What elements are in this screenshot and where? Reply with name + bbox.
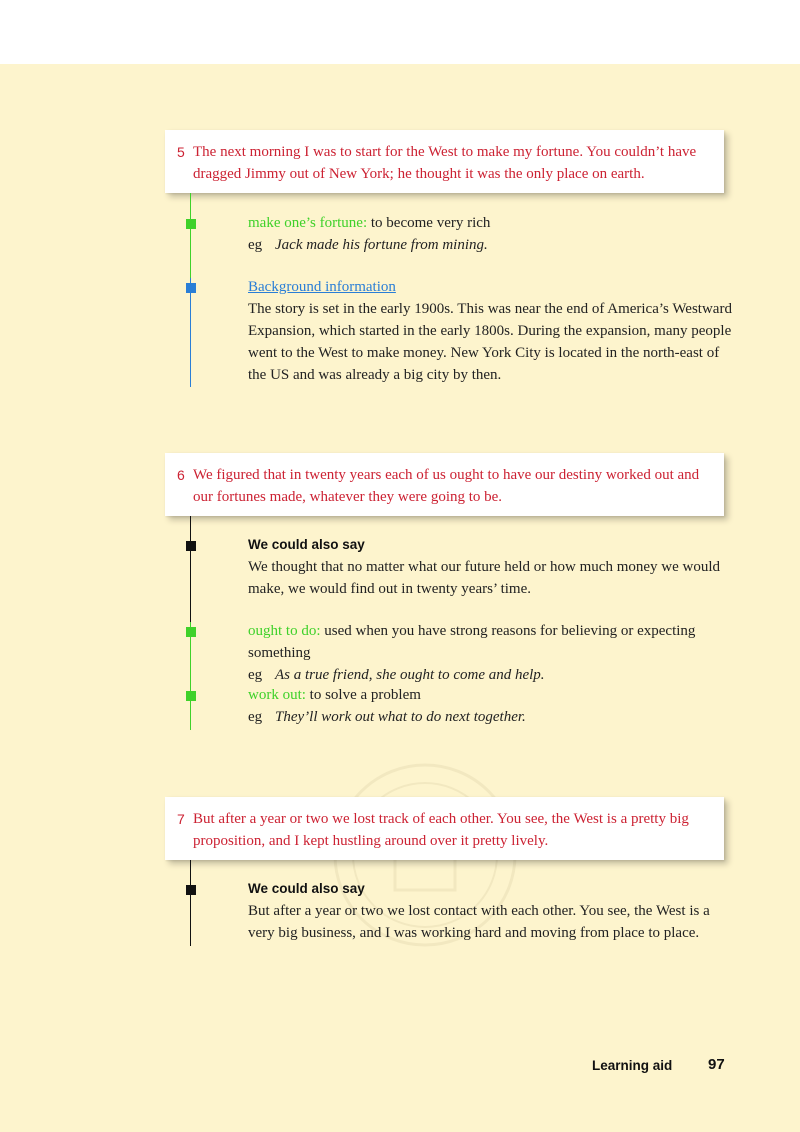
quote-number: 7 xyxy=(177,811,185,827)
background-title: Background information xyxy=(248,279,396,295)
quote-text: The next morning I was to start for the West to make my fortune. You couldn’t have dragged Jimmy out of New York; he thought it was the only place on earth. xyxy=(193,144,697,182)
note-line-blue xyxy=(190,278,191,387)
paraphrase-title: We could also say xyxy=(248,881,365,896)
paraphrase-note xyxy=(248,878,733,944)
page-number: 97 xyxy=(708,1056,725,1073)
note-line-green xyxy=(190,193,191,278)
background-body: The story is set in the early 1900s. This was near the end of America’s Westward Expansion, which started in the early 1800s. During the expansion, many people went to the West to make money. New York City is located in the north-east of the US and was already a big city by then. xyxy=(248,301,732,383)
example-label: eg xyxy=(248,667,263,683)
quote-number: 5 xyxy=(177,144,185,160)
vocabulary-definition: to become very rich xyxy=(367,215,491,231)
quote-text: But after a year or two we lost track of each other. You see, the West is a pretty big proposition, and I kept hustling around over it pretty lively. xyxy=(193,811,689,849)
note-line-green xyxy=(190,622,191,730)
quote-box-7 xyxy=(165,797,724,860)
background-marker xyxy=(186,283,196,293)
quote-box-6 xyxy=(165,453,724,516)
paraphrase-note xyxy=(248,534,733,600)
vocabulary-marker xyxy=(186,627,196,637)
paraphrase-marker xyxy=(186,885,196,895)
vocabulary-note xyxy=(248,212,733,256)
paraphrase-marker xyxy=(186,541,196,551)
vocabulary-marker xyxy=(186,691,196,701)
note-line-black xyxy=(190,516,191,622)
background-note xyxy=(248,276,733,386)
example-sentence: As a true friend, she ought to come and help. xyxy=(275,667,545,683)
quote-box-5 xyxy=(165,130,724,193)
footer-label: Learning aid xyxy=(592,1058,673,1073)
vocabulary-definition: to solve a problem xyxy=(305,687,421,703)
example-label: eg xyxy=(248,237,263,253)
vocabulary-note xyxy=(248,620,733,686)
vocabulary-note xyxy=(248,684,733,728)
example-sentence: Jack made his fortune from mining. xyxy=(275,237,488,253)
vocabulary-term: ought to do: xyxy=(248,623,321,639)
quote-number: 6 xyxy=(177,467,185,483)
vocabulary-term: work out: xyxy=(248,687,306,703)
paraphrase-title: We could also say xyxy=(248,537,365,552)
vocabulary-term: make one’s fortune: xyxy=(248,215,368,231)
paraphrase-body: But after a year or two we lost contact with each other. You see, the West is a very big business, and I was working hard and moving from place to place. xyxy=(248,903,710,941)
quote-text: We figured that in twenty years each of us ought to have our destiny worked out and our fortunes made, whatever they were going to be. xyxy=(193,467,700,505)
vocabulary-definition: used when you have strong reasons for believing or expecting something xyxy=(248,623,696,661)
vocabulary-marker xyxy=(186,219,196,229)
example-label: eg xyxy=(248,709,263,725)
example-sentence: They’ll work out what to do next together. xyxy=(275,709,526,725)
note-line-black xyxy=(190,860,191,946)
paraphrase-body: We thought that no matter what our future held or how much money we would make, we would find out in twenty years’ time. xyxy=(248,559,721,597)
